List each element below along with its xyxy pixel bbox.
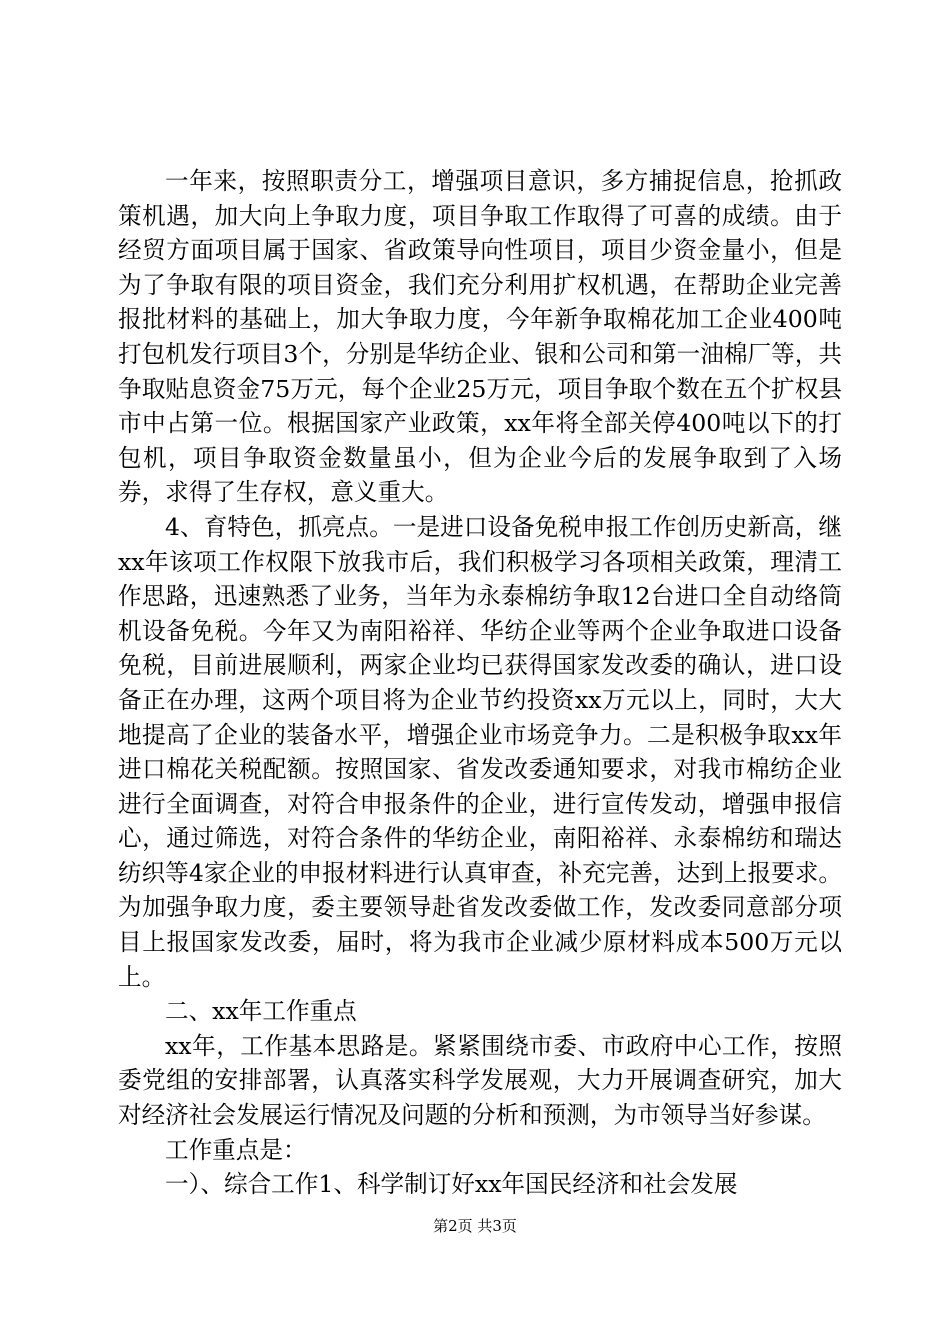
paragraph-comprehensive-work: 一）、综合工作1、科学制订好xx年国民经济和社会发展: [165, 1170, 738, 1199]
section-heading-work-focus: 二、xx年工作重点: [165, 997, 357, 1026]
document-body: [118, 164, 842, 1202]
paragraph-focus-intro: 工作重点是：: [165, 1135, 307, 1164]
paragraph-project-achievements: 一年来，按照职责分工，增强项目意识，多方捕捉信息，抢抓政策机遇，加大向上争取力度，项目争取工作取得了可喜的成绩。由于经贸方面项目属于国家、省政策导向性项目，项目少资金量小，但是为了争取有限的项目资金，我们充分利用扩权机遇，在帮助企业完善报批材料的基础上，加大争取力度，今年新争取棉花加工企业400吨打包机发行项目3个，分别是华纺企业、银和公司和第一油棉厂等，共争取贴息资金75万元，每个企业25万元，项目争取个数在五个扩权县市中占第一位。根据国家产业政策，xx年将全部关停400吨以下的打包机，项目争取资金数量虽小，但为企业今后的发展争取到了入场券，求得了生存权，意义重大。: [118, 167, 842, 507]
paragraph-basic-approach: xx年，工作基本思路是。紧紧围绕市委、市政府中心工作，按照委党组的安排部署，认真落实科学发展观，大力开展调查研究，加大对经济社会发展运行情况及问题的分析和预测，为市领导当好参谋。: [118, 1031, 842, 1130]
paragraph-features-highlights: 4、育特色，抓亮点。一是进口设备免税申报工作创历史新高，继xx年该项工作权限下放我市后，我们积极学习各项相关政策，理清工作思路，迅速熟悉了业务，当年为永泰棉纺争取12台进口全自动络筒机设备免税。今年又为南阳裕祥、华纺企业等两个企业争取进口设备免税，目前进展顺利，两家企业均已获得国家发改委的确认，进口设备正在办理，这两个项目将为企业节约投资xx万元以上，同时，大大地提高了企业的装备水平，增强企业市场竞争力。二是积极争取xx年进口棉花关税配额。按照国家、省发改委通知要求，对我市棉纺企业进行全面调查，对符合申报条件的企业，进行宣传发动，增强申报信心，通过筛选，对符合条件的华纺企业，南阳裕祥、永泰棉纺和瑞达纺织等4家企业的申报材料进行认真审查，补充完善，达到上报要求。为加强争取力度，委主要领导赴省发改委做工作，发改委同意部分项目上报国家发改委，届时，将为我市企业减少原材料成本500万元以上。: [118, 512, 842, 991]
page-footer: 第2页 共3页: [433, 1217, 517, 1235]
